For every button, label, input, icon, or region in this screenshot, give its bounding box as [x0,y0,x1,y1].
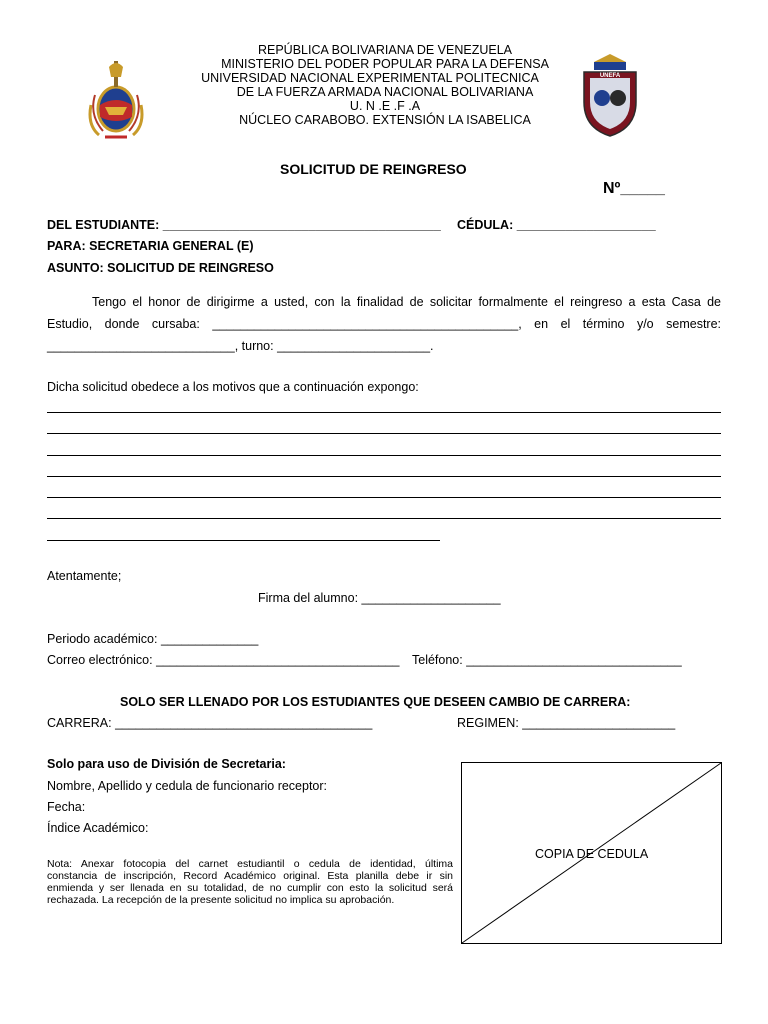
left-emblem-icon [85,55,147,143]
nota-line-2: constancia de inscripción, Record Académico original. Esta planilla debe ir sin [47,870,453,882]
cedula-field[interactable]: CÉDULA: ____________________ [457,218,656,232]
body-line-2[interactable]: Estudio, donde cursaba: ____________________________________________, en el término y/o semestre: [47,317,721,331]
motivos-label: Dicha solicitud obedece a los motivos que a continuación expongo: [47,380,419,394]
motivo-line[interactable] [47,497,721,498]
nota-line-1: Nota: Anexar fotocopia del carnet estudiantil o cedula de identidad, última [47,858,453,870]
motivo-line[interactable] [47,412,721,413]
body-line-1: Tengo el honor de dirigirme a usted, con la finalidad de solicitar formalmente el reingreso a esta Casa de [92,295,721,309]
secretaria-heading: Solo para uso de División de Secretaria: [47,757,286,771]
para-text: PARA: SECRETARIA GENERAL (E) [47,239,254,253]
fecha-field[interactable]: Fecha: [47,800,86,814]
motivo-line[interactable] [47,540,440,541]
telefono-field[interactable]: Teléfono: _______________________________ [412,653,682,667]
correo-field[interactable]: Correo electrónico: ___________________________________ [47,653,400,667]
atentamente-text: Atentamente; [47,569,122,583]
header-line-3: UNIVERSIDAD NACIONAL EXPERIMENTAL POLITECNICA [201,71,539,85]
body-line-3[interactable]: ___________________________, turno: ______________________. [47,339,434,353]
header-line-6: NÚCLEO CARABOBO. EXTENSIÓN LA ISABELICA [239,113,531,127]
header-line-1: REPÚBLICA BOLIVARIANA DE VENEZUELA [257,43,513,57]
cambio-heading: SOLO SER LLENADO POR LOS ESTUDIANTES QUE DESEEN CAMBIO DE CARRERA: [120,695,631,709]
firma-field[interactable]: Firma del alumno: ____________________ [258,591,501,605]
nota-line-3: enmienda y ser llenada en su totalidad, de no cumplir con esto la solicitud será [47,882,453,894]
indice-field[interactable]: Índice Académico: [47,821,149,835]
copia-cedula-label: COPIA DE CEDULA [535,847,649,861]
motivo-line[interactable] [47,455,721,456]
periodo-field[interactable]: Periodo académico: ______________ [47,632,259,646]
asunto-text: ASUNTO: SOLICITUD DE REINGRESO [47,261,274,275]
carrera-field[interactable]: CARRERA: _____________________________________ [47,716,373,730]
estudiante-field[interactable]: DEL ESTUDIANTE: ________________________________________ [47,218,441,232]
header-line-4: DE LA FUERZA ARMADA NACIONAL BOLIVARIANA [236,85,534,99]
header-line-5: U. N .E .F .A [349,99,421,113]
motivo-line[interactable] [47,433,721,434]
page-title: SOLICITUD DE REINGRESO [280,161,467,177]
numero-field[interactable]: Nº_____ [603,180,665,197]
logo-text: UNEFA [599,73,621,79]
header-line-2: MINISTERIO DEL PODER POPULAR PARA LA DEFENSA [221,57,549,71]
regimen-field[interactable]: REGIMEN: ______________________ [457,716,676,730]
motivo-line[interactable] [47,518,721,519]
nota-line-4: rechazada. La recepción de la presente solicitud no implica su aprobación. [47,894,395,906]
motivo-line[interactable] [47,476,721,477]
nombre-field[interactable]: Nombre, Apellido y cedula de funcionario receptor: [47,779,328,793]
